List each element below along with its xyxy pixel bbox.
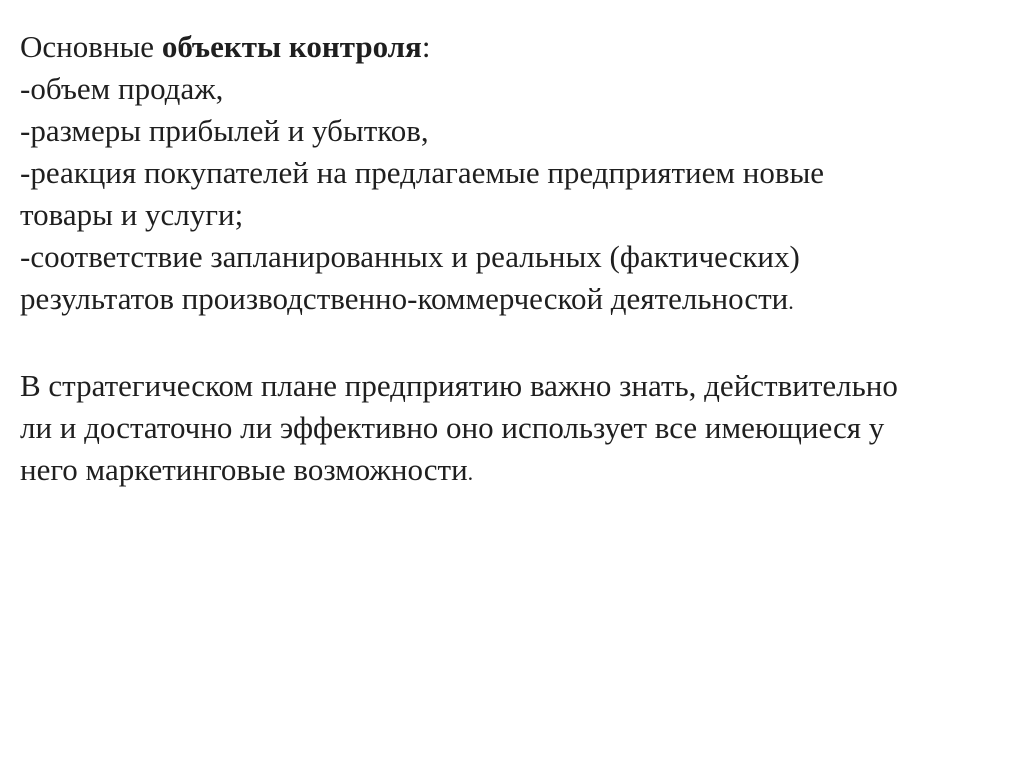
list-item-compliance-cont	[20, 278, 1010, 323]
paragraph-line-3-period: .	[467, 460, 474, 485]
list-item-customer-reaction-cont: товары и услуги;	[20, 197, 244, 232]
paragraph-line-2: ли и достаточно ли эффективно оно использует все имеющиеся у	[20, 410, 885, 445]
paragraph-spacer	[20, 323, 1010, 365]
intro-suffix: :	[421, 29, 431, 64]
list-item-compliance: -соответствие запланированных и реальных (фактических)	[20, 239, 800, 274]
list-item-customer-reaction: -реакция покупателей на предлагаемые предприятием новые	[20, 155, 825, 190]
compliance-cont-text: результатов производственно-коммерческой деятельности	[20, 281, 789, 316]
list-item-profits: -размеры прибылей и убытков,	[20, 113, 429, 148]
paragraph-line-1: В стратегическом плане предприятию важно знать, действительно	[20, 368, 898, 403]
paragraph-line-3	[20, 449, 1010, 494]
slide-text	[20, 26, 1010, 494]
intro-bold-term: объекты контроля	[161, 29, 422, 64]
compliance-cont-period: .	[788, 289, 794, 314]
paragraph-line-3-text: него маркетинговые возможности	[20, 452, 468, 487]
intro-line	[20, 26, 1010, 68]
list-item-sales: -объем продаж,	[20, 71, 224, 106]
intro-prefix: Основные	[20, 29, 162, 64]
